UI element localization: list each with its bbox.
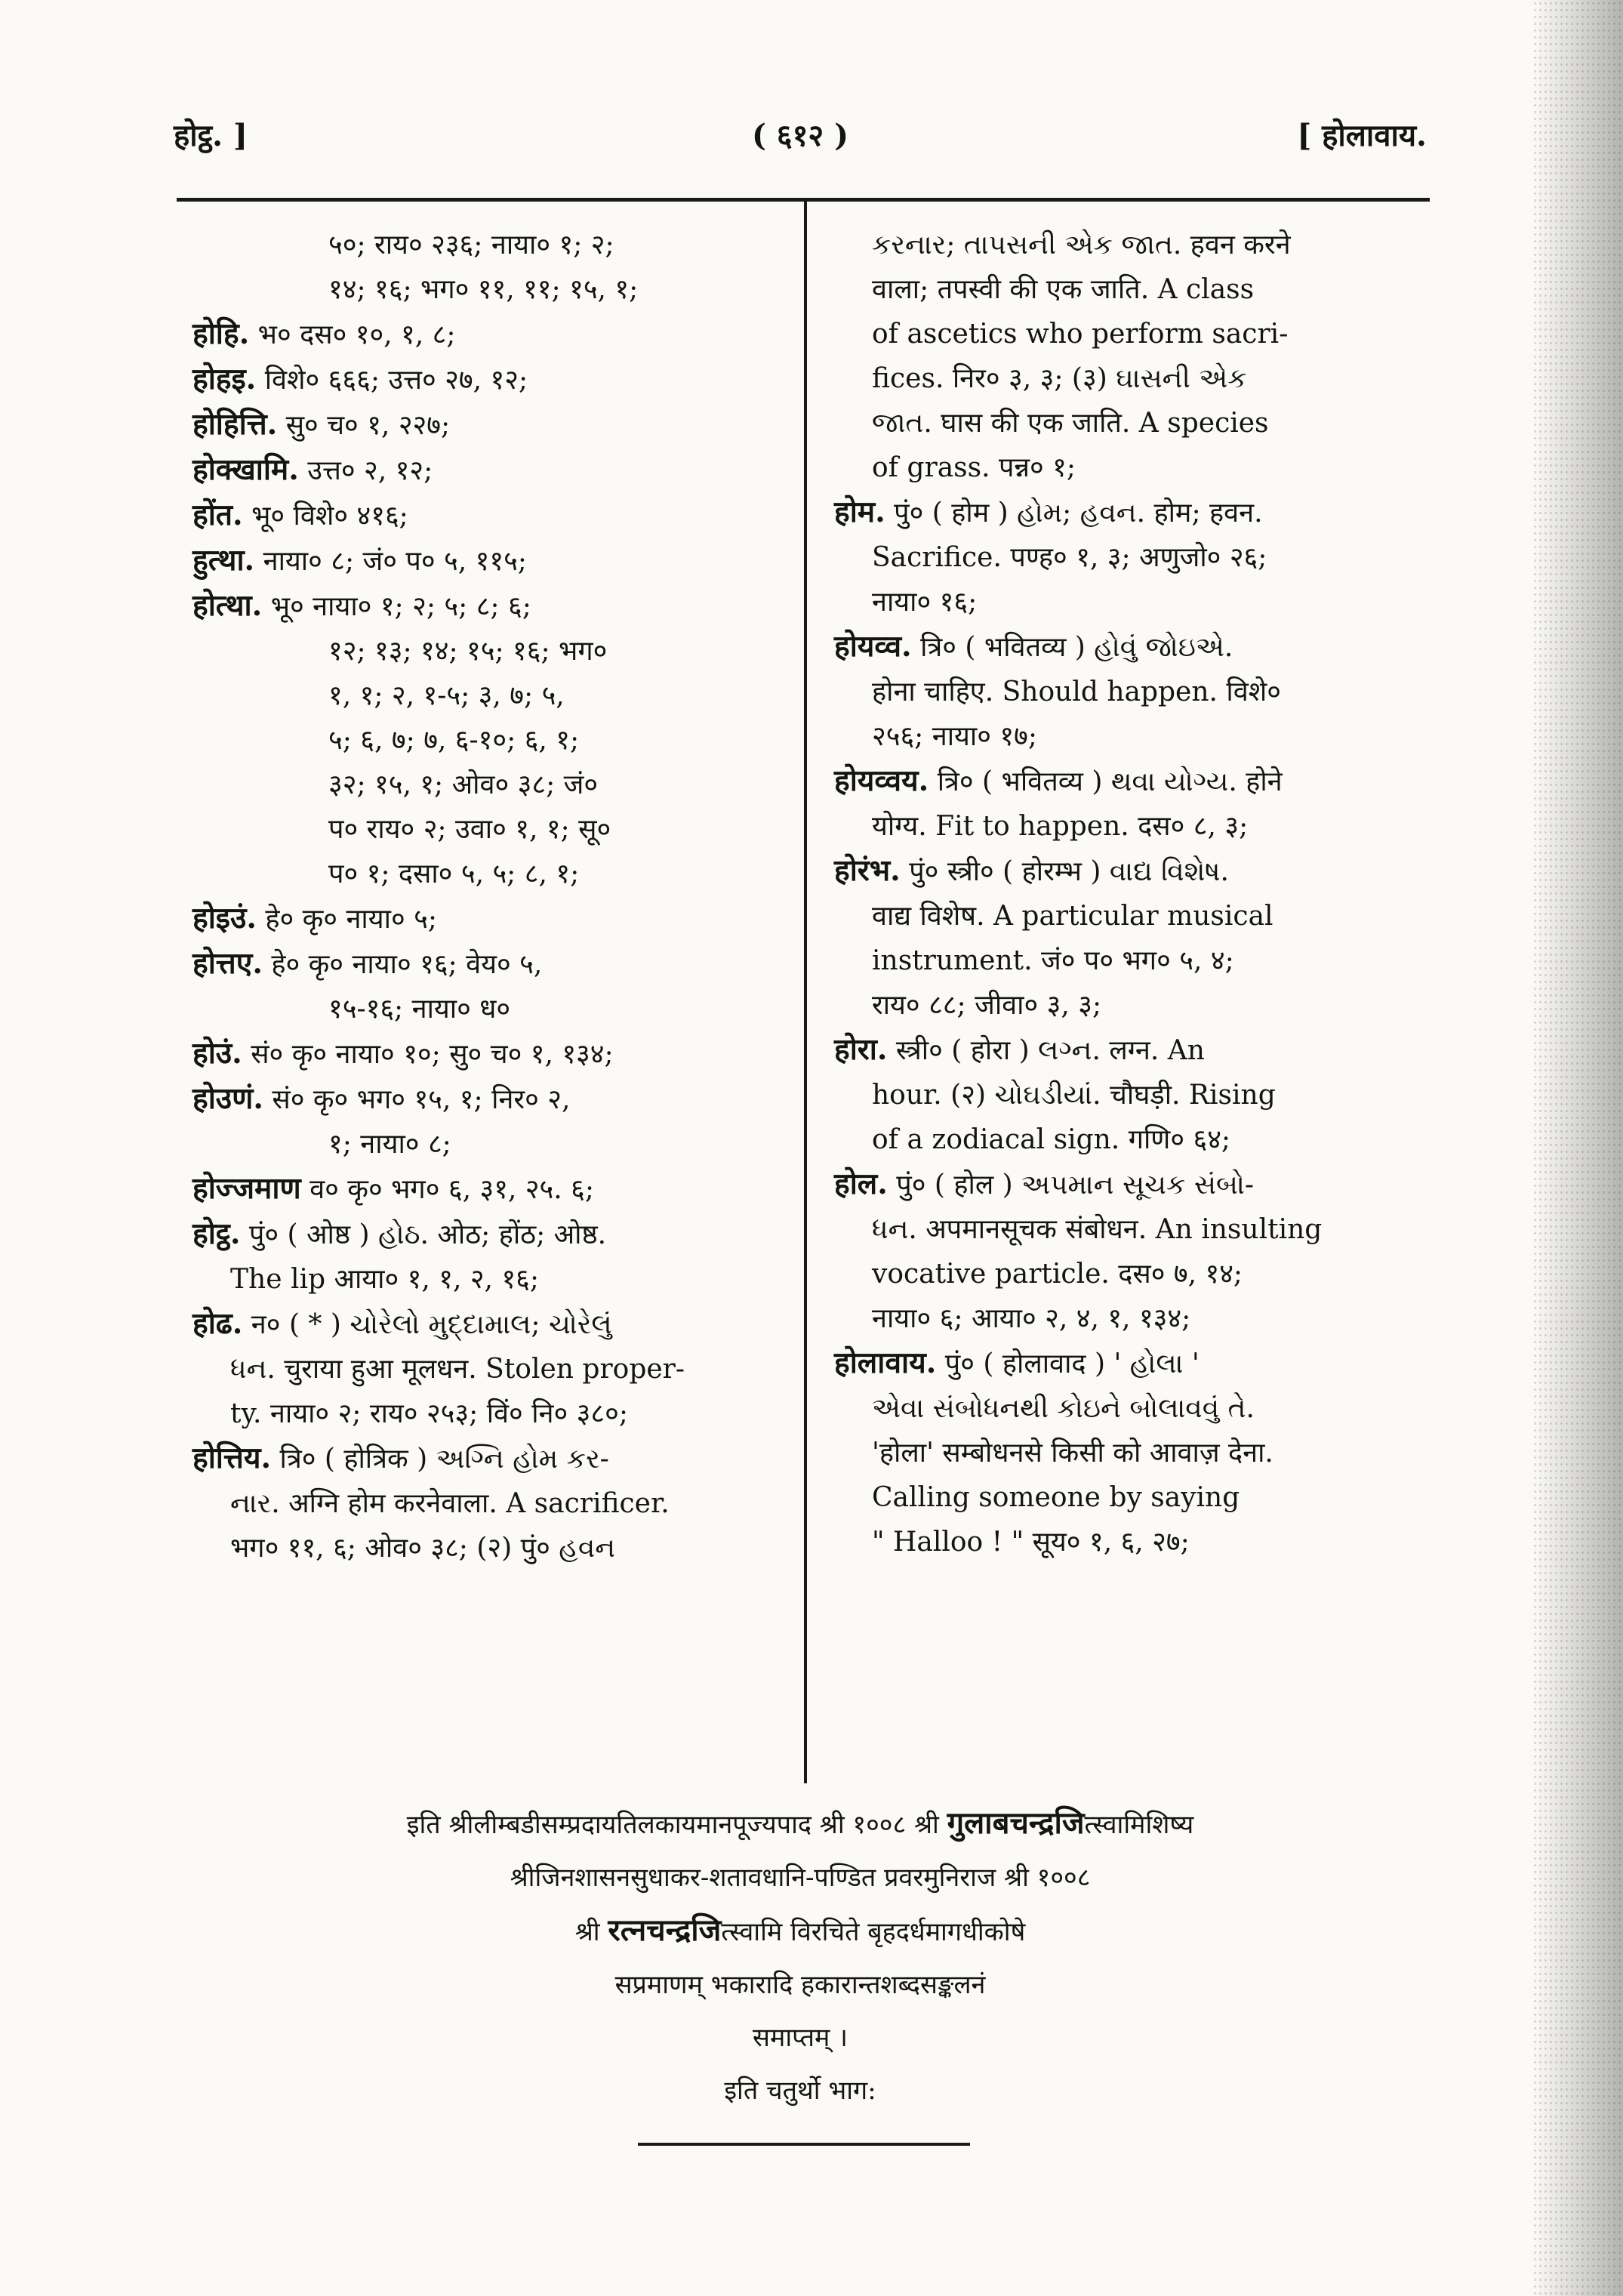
dictionary-line <box>192 1436 781 1481</box>
header-right-guide-word: [ होलावाय. <box>1297 118 1427 153</box>
headword: होइउं. <box>192 901 257 935</box>
entry-text: न० ( * ) ચોરેલો મુદ્દામાલ; ચોરેલું <box>242 1309 612 1340</box>
entry-text: १२; १३; १४; १५; १६; भग० <box>328 636 608 667</box>
headword: होत्था. <box>192 588 263 623</box>
entry-text: १; नाया० ८; <box>328 1129 451 1160</box>
column-divider <box>804 202 807 1783</box>
header-left-guide-word: होट्ठ. ] <box>174 118 248 153</box>
headword: होम. <box>834 495 885 529</box>
dictionary-line <box>192 1031 781 1077</box>
dictionary-line <box>834 670 1427 714</box>
page-edge-texture <box>1532 0 1623 2296</box>
entry-text: નાર. अग्नि होम करनेवाला. A sacrificer. <box>230 1488 670 1519</box>
headword: होत्तए. <box>192 946 263 981</box>
entry-text: हे० कृ० नाया० ५; <box>256 904 437 935</box>
dictionary-line <box>834 1341 1427 1386</box>
dictionary-line <box>192 267 781 312</box>
entry-text: प० १; दसा० ५, ५; ८, १; <box>328 858 580 889</box>
dictionary-line <box>834 1162 1427 1207</box>
dictionary-line <box>834 1207 1427 1252</box>
entry-text: 'होला' सम्बोधनसे किसी को आवाज़ देना. <box>872 1438 1273 1469</box>
headword: होलावाय. <box>834 1345 937 1380</box>
entry-text: नाया० १६; <box>872 587 978 618</box>
dictionary-line <box>192 896 781 942</box>
dictionary-line <box>192 807 781 852</box>
dictionary-line <box>192 1212 781 1257</box>
colophon-text: इति श्रीलीम्बडीसम्प्रदायतिलकायमानपूज्यपाद श्री १००८ श्री <box>406 1810 947 1840</box>
dictionary-line <box>834 490 1427 535</box>
dictionary-line <box>192 1347 781 1391</box>
entry-text: विशे० ६६६; उत्त० २७, १२; <box>256 365 528 396</box>
right-column <box>834 223 1427 1564</box>
entry-text: Sacrifice. पण्ह० १, ३; अणुजो० २६; <box>872 542 1267 573</box>
dictionary-line <box>834 1475 1427 1520</box>
dictionary-line <box>192 312 781 357</box>
dictionary-line <box>192 1257 781 1302</box>
colophon-line-5: समाप्तम् । <box>753 2023 848 2053</box>
dictionary-line <box>192 1302 781 1347</box>
page-header <box>174 113 1427 159</box>
entry-text: हे० कृ० नाया० १६; वेय० ५, <box>262 949 543 980</box>
entry-text: ३२; १५, १; ओव० ३८; जं० <box>328 769 599 800</box>
headword: होहि. <box>192 316 250 351</box>
dictionary-line <box>834 535 1427 580</box>
colophon-text: श्री <box>574 1917 608 1947</box>
entry-text: व० कृ० भग० ६, ३१, २५. ६; <box>300 1174 594 1205</box>
headword: होज्जमाण <box>192 1171 301 1206</box>
headword: हुत्था. <box>192 543 255 578</box>
headword: होरा. <box>834 1032 888 1067</box>
dictionary-line <box>192 448 781 493</box>
entry-text: भ० दस० १०, १, ८; <box>249 319 456 350</box>
entry-text: पुं० स्त्री० ( होरम्भ ) વાદ્ય વિશેષ. <box>900 856 1229 887</box>
dictionary-line <box>192 1526 781 1570</box>
headword: होउं. <box>192 1036 242 1071</box>
dictionary-line <box>834 1296 1427 1341</box>
headword: होढ. <box>192 1306 243 1341</box>
headword: होउणं. <box>192 1081 263 1116</box>
headword: होल. <box>834 1166 888 1201</box>
colophon-line-2: श्रीजिनशासनसुधाकर-शतावधानि-पण्डित प्रवरमुनिराज श्री १००८ <box>510 1863 1091 1893</box>
headword: होयव्व. <box>834 629 912 664</box>
dictionary-line <box>834 983 1427 1028</box>
entry-text: सु० च० १, २२७; <box>277 410 451 441</box>
entry-text: भू० नाया० १; २; ५; ८; ६; <box>262 591 531 622</box>
dictionary-line <box>192 223 781 267</box>
entry-text: पुं० ( होलावाद ) ' હોલા ' <box>936 1348 1200 1379</box>
dictionary-line <box>834 223 1427 267</box>
colophon-name-ratnachandra: रत्नचन्द्रजि <box>608 1912 722 1948</box>
headword: होहित्ति. <box>192 407 278 442</box>
headword: होरंभ. <box>834 853 901 888</box>
dictionary-line <box>192 538 781 584</box>
dictionary-line <box>834 401 1427 445</box>
dictionary-line <box>192 673 781 718</box>
dictionary-line <box>834 1073 1427 1117</box>
entry-text: ty. नाया० २; राय० २५३; विं० नि० ३८०; <box>230 1398 628 1429</box>
colophon-line-6: इति चतुर्थो भाग: <box>724 2076 876 2106</box>
entry-text: १४; १६; भग० ११, ११; १५, १; <box>328 274 639 305</box>
dictionary-line <box>192 1122 781 1166</box>
entry-text: प० राय० २; उवा० १, १; सू० <box>328 814 611 845</box>
entry-text: वाला; तपस्वी की एक जाति. A class <box>872 274 1255 305</box>
dictionary-line <box>192 493 781 538</box>
entry-text: त्रि० ( होत्रिक ) અગ્નિ હોમ કર- <box>271 1444 609 1475</box>
entry-text: सं० कृ० नाया० १०; सु० च० १, १३४; <box>242 1039 614 1070</box>
dictionary-line <box>834 759 1427 804</box>
dictionary-line <box>834 580 1427 624</box>
entry-text: १५-१६; नाया० ध० <box>328 994 511 1025</box>
colophon <box>174 1797 1427 2117</box>
dictionary-line <box>834 1386 1427 1431</box>
entry-text: hour. (२) ચોઘડીયાં. चौघड़ी. Rising <box>872 1080 1276 1111</box>
dictionary-line <box>834 714 1427 759</box>
entry-text: એવા સંબોધનથી કોઇને બોલાવવું તે. <box>872 1393 1255 1424</box>
dictionary-line <box>834 804 1427 849</box>
dictionary-line <box>834 938 1427 983</box>
dictionary-line <box>192 402 781 448</box>
entry-text: होना चाहिए. Should happen. विशे० <box>872 676 1281 707</box>
entry-text: राय० ८८; जीवा० ३, ३; <box>872 990 1102 1021</box>
entry-text: ધન. अपमानसूचक संबोधन. An insulting <box>872 1214 1323 1245</box>
entry-text: ५; ६, ७; ७, ६-१०; ६, १; <box>328 725 580 756</box>
dictionary-line <box>192 629 781 673</box>
colophon-text: त्स्वामि विरचिते बृहदर्धमागधीकोषे <box>721 1917 1026 1947</box>
entry-text: सं० कृ० भग० १५, १; निर० २, <box>263 1084 571 1115</box>
entry-text: કરનાર; તાપસની એક જાત. हवन करने <box>872 230 1291 260</box>
dictionary-line <box>834 1431 1427 1475</box>
colophon-name-gulabchandra: गुलाबचन्द्रजि <box>947 1805 1085 1841</box>
headword: होक्खामि. <box>192 452 299 487</box>
entry-text: योग्य. Fit to happen. दस० ८, ३; <box>872 811 1249 842</box>
entry-text: पुं० ( होल ) અપમાન સૂચક સંબો- <box>887 1170 1255 1200</box>
headword: होत्तिय. <box>192 1441 272 1475</box>
dictionary-line <box>834 849 1427 894</box>
entry-text: " Halloo ! " सूय० १, ६, २७; <box>872 1527 1190 1558</box>
dictionary-line <box>834 1117 1427 1162</box>
dictionary-line <box>192 763 781 807</box>
entry-text: instrument. जं० प० भग० ५, ४; <box>872 945 1234 976</box>
colophon-line-1 <box>174 1797 1427 1851</box>
entry-text: वाद्य विशेष. A particular musical <box>872 901 1273 932</box>
dictionary-line <box>192 1481 781 1526</box>
entry-text: उत्त० २, १२; <box>298 455 433 486</box>
entry-text: ५०; राय० २३६; नाया० १; २; <box>328 230 614 260</box>
headword: होट्ठ. <box>192 1216 241 1251</box>
entry-text: vocative particle. दस० ७, १४; <box>872 1259 1243 1290</box>
entry-text: fices. निर० ३, ३; (३) ઘાસની એક <box>872 363 1247 394</box>
dictionary-line <box>834 1252 1427 1296</box>
entry-text: त्रि० ( भवितव्य ) થવા યોગ્ય. होने <box>929 766 1283 797</box>
dictionary-line <box>834 356 1427 401</box>
entry-text: २५६; नाया० १७; <box>872 721 1037 752</box>
entry-text: भू० विशे० ४१६; <box>242 501 408 532</box>
entry-text: स्त्री० ( होरा ) લગ્ન. लग्न. An <box>887 1035 1205 1066</box>
dictionary-line <box>192 357 781 402</box>
dictionary-line <box>192 1391 781 1436</box>
entry-text: नाया० ८; जं० प० ५, ११५; <box>254 546 527 577</box>
dictionary-line <box>192 1077 781 1122</box>
headword: होंत. <box>192 498 243 532</box>
entry-text: of ascetics who perform sacri- <box>872 319 1289 350</box>
dictionary-line <box>834 1028 1427 1073</box>
header-rule <box>177 198 1430 202</box>
dictionary-line <box>192 987 781 1031</box>
dictionary-line <box>192 852 781 896</box>
entry-text: पुं० ( ओष्ठ ) હોઠ. ओठ; होंठ; ओष्ठ. <box>240 1219 607 1250</box>
colophon-line-4: सप्रमाणम् भकारादि हकारान्तशब्दसङ्कलनं <box>614 1970 986 2000</box>
dictionary-line <box>192 718 781 763</box>
entry-text: ધન. चुराया हुआ मूलधन. Stolen proper- <box>230 1354 685 1385</box>
left-column <box>192 223 781 1570</box>
entry-text: पुं० ( होम ) હોમ; હવન. होम; हवन. <box>885 498 1263 529</box>
dictionary-line <box>834 312 1427 356</box>
entry-text: The lip आया० १, १, २, १६; <box>230 1264 540 1295</box>
entry-text: भग० ११, ६; ओव० ३८; (२) पुं० હવન <box>230 1533 616 1564</box>
dictionary-line <box>834 1520 1427 1564</box>
dictionary-line <box>834 267 1427 312</box>
entry-text: नाया० ६; आया० २, ४, १, १३४; <box>872 1303 1191 1334</box>
colophon-text: त्स्वामिशिष्य <box>1084 1810 1194 1840</box>
entry-text: of a zodiacal sign. गणि० ६४; <box>872 1124 1231 1155</box>
entry-text: त्रि० ( भवितव्य ) હોવું જોઇએ. <box>911 632 1233 663</box>
entry-text: Calling someone by saying <box>872 1482 1240 1513</box>
dictionary-line <box>192 942 781 987</box>
dictionary-line <box>834 445 1427 490</box>
colophon-line-3 <box>174 1904 1427 1959</box>
headword: होहइ. <box>192 362 257 396</box>
dictionary-line <box>834 624 1427 670</box>
dictionary-line <box>192 584 781 629</box>
dictionary-line <box>192 1166 781 1212</box>
entry-text: of grass. पन्न० १; <box>872 452 1076 483</box>
entry-text: જાત. घास की एक जाति. A species <box>872 408 1269 439</box>
entry-text: १, १; २, १-५; ३, ७; ५, <box>328 680 565 711</box>
end-rule <box>638 2143 970 2146</box>
page-number: ( ६१२ ) <box>751 118 849 153</box>
headword: होयव्वय. <box>834 763 929 798</box>
dictionary-line <box>834 894 1427 938</box>
